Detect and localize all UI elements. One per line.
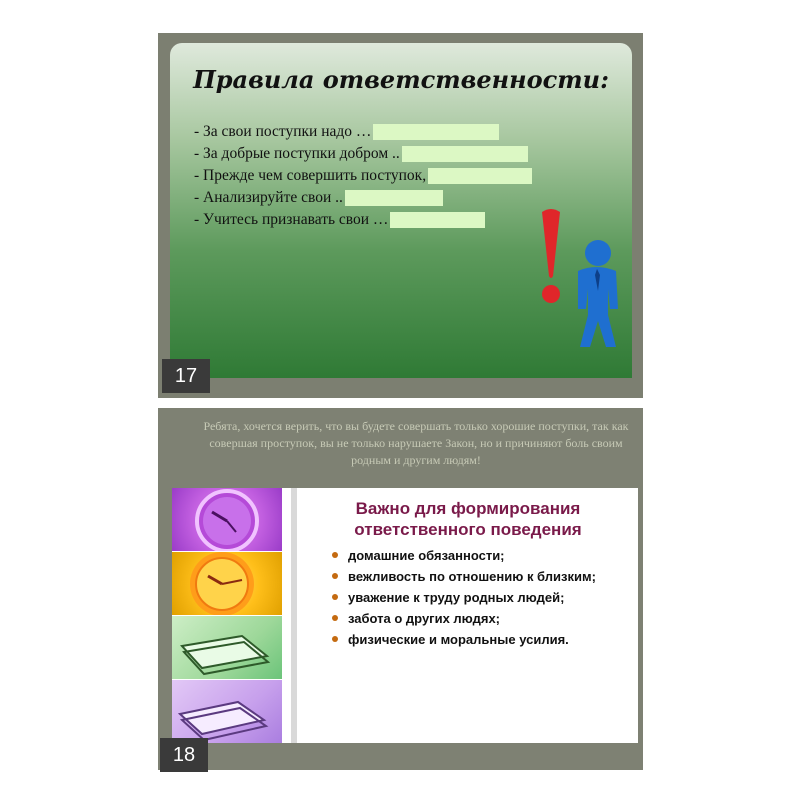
rule-item bbox=[194, 165, 532, 187]
bullet-icon bbox=[332, 573, 338, 579]
list-item bbox=[332, 548, 622, 563]
purple-papers-image bbox=[172, 680, 282, 743]
purple-clock-image bbox=[172, 488, 282, 551]
clock-icon bbox=[172, 488, 282, 551]
answer-blank bbox=[390, 212, 485, 228]
rule-text: - За добрые поступки добром .. bbox=[194, 145, 400, 162]
slide-18-intro: Ребята, хочется верить, что вы будете совершать только хорошие поступки, так как совершая проступок, вы не только нарушаете Закон, но и причиняют боль своим родным и другим людям! bbox=[203, 419, 629, 467]
answer-blank bbox=[373, 124, 499, 140]
exclamation-icon bbox=[538, 208, 564, 308]
slide-18-panel bbox=[172, 488, 638, 743]
slide-17-title: Правила ответственности: bbox=[193, 65, 609, 94]
bullet-icon bbox=[332, 552, 338, 558]
slide-17-content bbox=[170, 43, 632, 378]
vertical-divider bbox=[291, 488, 297, 743]
image-strip bbox=[172, 488, 282, 743]
rule-item bbox=[194, 143, 532, 165]
slide-number: 17 bbox=[162, 359, 210, 393]
rule-item bbox=[194, 187, 532, 209]
behavior-list bbox=[332, 548, 622, 653]
answer-blank bbox=[428, 168, 532, 184]
list-item bbox=[332, 569, 622, 584]
list-item-text: вежливость по отношению к близким; bbox=[348, 569, 596, 584]
list-item-text: уважение к труду родных людей; bbox=[348, 590, 565, 605]
papers-icon bbox=[172, 616, 282, 679]
rules-list bbox=[194, 121, 532, 231]
answer-blank bbox=[402, 146, 528, 162]
slide-18-heading: Важно для формирования ответственного поведения bbox=[354, 499, 582, 539]
bullet-icon bbox=[332, 594, 338, 600]
bullet-icon bbox=[332, 636, 338, 642]
rule-text: - За свои поступки надо … bbox=[194, 123, 372, 140]
green-papers-image bbox=[172, 616, 282, 679]
rule-item bbox=[194, 121, 532, 143]
person-icon bbox=[570, 239, 622, 351]
list-item bbox=[332, 632, 622, 647]
rule-item bbox=[194, 209, 532, 231]
answer-blank bbox=[345, 190, 443, 206]
list-item-text: физические и моральные усилия. bbox=[348, 632, 569, 647]
rule-text: - Учитесь признавать свои … bbox=[194, 211, 389, 228]
papers-icon bbox=[172, 680, 282, 743]
slide-17 bbox=[158, 33, 643, 398]
clock-icon bbox=[172, 552, 282, 615]
list-item bbox=[332, 611, 622, 626]
slide-18 bbox=[158, 408, 643, 770]
list-item-text: домашние обязанности; bbox=[348, 548, 505, 563]
bullet-icon bbox=[332, 615, 338, 621]
rule-text: - Прежде чем совершить поступок, bbox=[194, 167, 427, 184]
slide-number: 18 bbox=[160, 738, 208, 772]
list-item bbox=[332, 590, 622, 605]
rule-text: - Анализируйте свои .. bbox=[194, 189, 343, 206]
yellow-clock-image bbox=[172, 552, 282, 615]
list-item-text: забота о других людях; bbox=[348, 611, 501, 626]
